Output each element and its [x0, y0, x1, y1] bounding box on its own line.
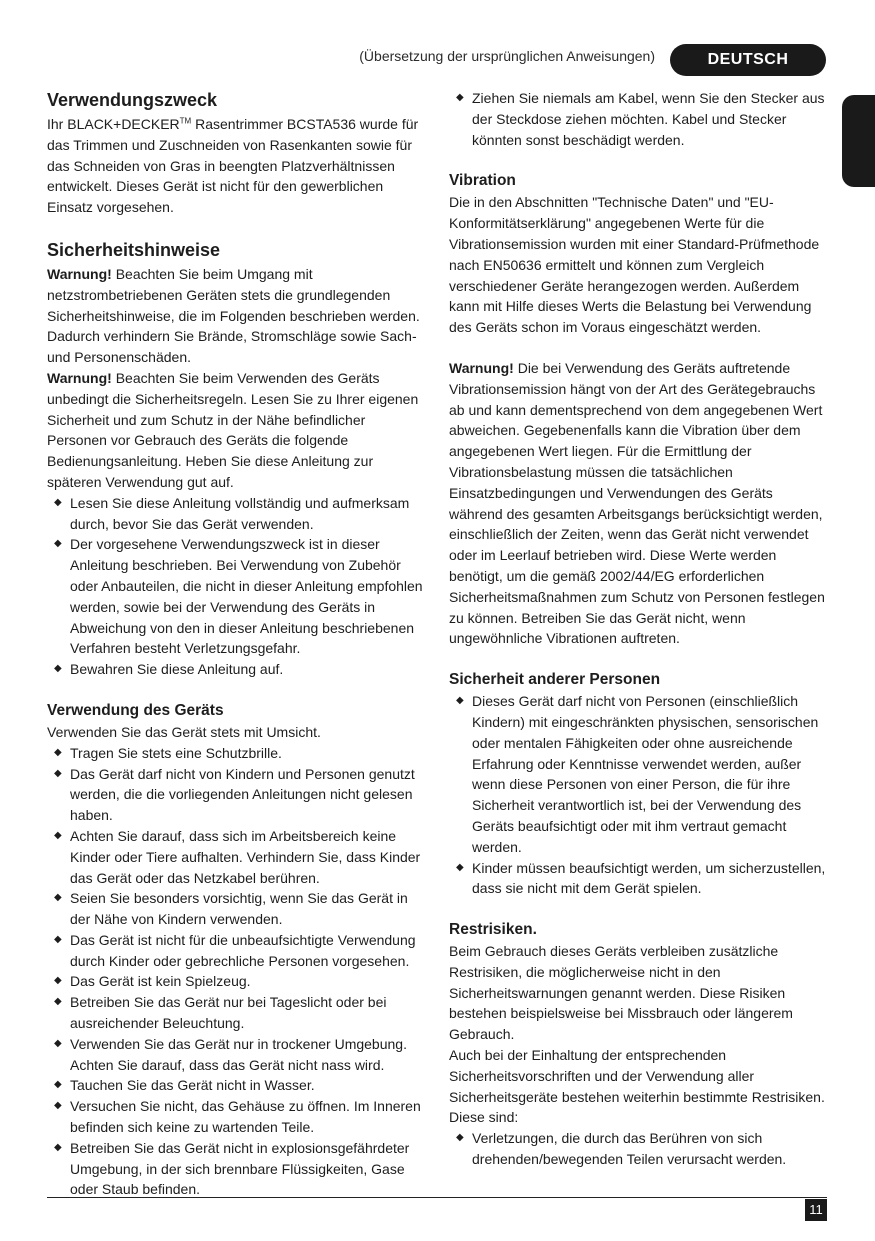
heading-others-safety: Sicherheit anderer Personen	[449, 671, 661, 689]
section-usage	[47, 700, 427, 1200]
list-item: ◆ Kinder müssen beaufsichtigt werden, um sicherzustellen, dass sie nicht mit dem Gerät spielen.	[456, 859, 826, 897]
list-item: ◆ Ziehen Sie niemals am Kabel, wenn Sie den Stecker aus der Steckdose ziehen möchten. Kabel und Stecker könnten sonst beschädigt werden.	[456, 90, 825, 148]
diamond-bullet-icon: ◆	[54, 996, 62, 1008]
list-item: ◆ Betreiben Sie das Gerät nicht in explosionsgefährdeter Umgebung, in der sich brennbare Flüssigkeiten, Gase oder Staub befinden.	[54, 1139, 410, 1198]
intended-use-text-b: Rasentrimmer BCSTA536 wurde für das Trimmen und Zuschneiden von Rasenkanten sowie für das Schneiden von Gras in beengten Platzverhältnissen entwickelt. Dieses Gerät ist nicht für den gewerblichen Einsatz vorgesehen.	[47, 116, 419, 216]
list-item: ◆ Lesen Sie diese Anleitung vollständig und aufmerksam durch, bevor Sie das Gerät verwenden.	[54, 494, 410, 532]
list-item: ◆ Verwenden Sie das Gerät nur in trockener Umgebung. Achten Sie darauf, dass das Gerät nicht nass wird.	[54, 1035, 407, 1073]
diamond-bullet-icon: ◆	[54, 496, 62, 508]
diamond-bullet-icon: ◆	[54, 1141, 62, 1153]
safety-warning-2	[47, 368, 427, 493]
diamond-bullet-icon: ◆	[54, 1037, 62, 1049]
right-column	[449, 88, 829, 1170]
diamond-bullet-icon: ◆	[54, 933, 62, 945]
trademark-mark: TM	[179, 116, 192, 126]
vibration-warning	[449, 358, 829, 649]
list-item: ◆ Das Gerät darf nicht von Kindern und Personen genutzt werden, die die vorliegenden Anleitungen nicht gelesen haben.	[54, 765, 415, 824]
warning-label: Warnung!	[47, 369, 112, 386]
safety-warning-1	[47, 264, 427, 368]
left-column	[47, 88, 427, 1200]
list-item: ◆ Tauchen Sie das Gerät nicht in Wasser.	[47, 1075, 427, 1096]
cable-list	[449, 88, 829, 150]
list-item: ◆ Bewahren Sie diese Anleitung auf.	[47, 659, 427, 680]
diamond-bullet-icon: ◆	[54, 892, 62, 904]
diamond-bullet-icon: ◆	[54, 746, 62, 758]
diamond-bullet-icon: ◆	[456, 695, 464, 707]
intended-use-text-a: Ihr BLACK+DECKER	[47, 116, 180, 132]
list-item: ◆ Dieses Gerät darf nicht von Personen (einschließlich Kindern) mit eingeschränkten physischen, sensorischen oder mentalen Fähigkeiten oder ohne ausreichende Erfahrung oder Kenntnisse verwendet werden, außer wenn diese Personen von einer Person, die für ihre Sicherheit verantwortlich ist, bei der Verwendung des Geräts beaufsichtigt oder mit ihm vertraut gemacht werden.	[456, 693, 819, 855]
section-vibration	[449, 170, 829, 649]
diamond-bullet-icon: ◆	[54, 1079, 62, 1091]
residual-text-1: Beim Gebrauch dieses Geräts verbleiben zusätzliche Restrisiken, die möglicherweise nicht in den Sicherheitswarnungen genannt werden. Diese Risiken bestehen beispielsweise bei Missbrauch oder längerem Gebrauch.	[449, 943, 793, 1043]
section-intended-use	[47, 88, 427, 218]
list-item: ◆ Verletzungen, die durch das Berühren von sich drehenden/bewegenden Teilen verursacht werden.	[456, 1130, 787, 1168]
footer-rule	[47, 1197, 827, 1198]
section-others-safety	[449, 669, 829, 899]
heading-intended-use: Verwendungszweck	[47, 90, 218, 110]
diamond-bullet-icon: ◆	[54, 975, 62, 987]
heading-usage: Verwendung des Geräts	[47, 701, 224, 719]
warning-label: Warnung!	[47, 265, 112, 282]
header-subtitle: (Übersetzung der ursprünglichen Anweisungen)	[359, 48, 655, 64]
warning-label: Warnung!	[449, 359, 514, 376]
diamond-bullet-icon: ◆	[54, 1100, 62, 1112]
diamond-bullet-icon: ◆	[54, 663, 62, 675]
diamond-bullet-icon: ◆	[456, 92, 464, 103]
diamond-bullet-icon: ◆	[54, 538, 62, 550]
diamond-bullet-icon: ◆	[54, 767, 62, 779]
usage-list	[47, 743, 427, 1201]
intended-use-text	[47, 114, 427, 218]
safety-list	[47, 493, 427, 680]
heading-vibration: Vibration	[449, 172, 516, 190]
heading-residual-risks: Restrisiken.	[449, 921, 537, 939]
page-number: 11	[805, 1199, 827, 1221]
list-item: ◆ Das Gerät ist kein Spielzeug.	[47, 971, 427, 992]
language-badge: DEUTSCH	[670, 44, 826, 76]
list-item: ◆ Das Gerät ist nicht für die unbeaufsichtigte Verwendung durch Kinder oder gebrechliche Personen vorgesehen.	[54, 931, 416, 969]
section-safety	[47, 238, 427, 680]
list-item: ◆ Versuchen Sie nicht, das Gehäuse zu öffnen. Im Inneren befinden sich keine zu wartenden Teile.	[54, 1098, 421, 1136]
diamond-bullet-icon: ◆	[456, 1132, 464, 1144]
residual-list	[449, 1128, 829, 1170]
list-item: ◆ Betreiben Sie das Gerät nur bei Tageslicht oder bei ausreichender Beleuchtung.	[54, 994, 387, 1032]
section-residual-risks	[449, 919, 829, 1170]
list-item: ◆ Achten Sie darauf, dass sich im Arbeitsbereich keine Kinder oder Tiere aufhalten. Verhindern Sie, dass Kinder das Gerät oder das Netzkabel berühren.	[54, 827, 421, 886]
list-item: ◆ Tragen Sie stets eine Schutzbrille.	[47, 743, 427, 764]
vibration-text: Die in den Abschnitten "Technische Daten" und "EU-Konformitätserklärung" angegebenen Werte für die Vibrationsemission wurden mit einer Standard-Prüfmethode nach EN50636 ermittelt und können zum Vergleich verschiedener Geräte herangezogen werden. Außerdem kann mit Hilfe dieses Werts die Belastung bei Verwendung des Geräts schon im Voraus eingeschätzt werden.	[449, 194, 820, 336]
heading-safety: Sicherheitshinweise	[47, 239, 221, 260]
warning-text: Beachten Sie beim Verwenden des Geräts unbedingt die Sicherheitsregeln. Lesen Sie zu Ihrer eigenen Sicherheit und zum Schutz in der Nähe befindlicher Personen vor Gebrauch des Geräts die folgende Bedienungsanleitung. Heben Sie diese Anleitung zur späteren Verwendung gut auf.	[47, 369, 419, 490]
usage-intro: Verwenden Sie das Gerät stets mit Umsicht.	[47, 723, 321, 740]
edge-tab-marker	[842, 95, 875, 187]
list-item: ◆ Seien Sie besonders vorsichtig, wenn Sie das Gerät in der Nähe von Kindern verwenden.	[54, 890, 408, 928]
others-list	[449, 691, 829, 899]
warning-text: Die bei Verwendung des Geräts auftretende Vibrationsemission hängt von der Art des Gerätegebrauchs ab und kann dementsprechend von dem angegebenen Wert abweichen. Gegebenenfalls kann die Vibration über dem angegebenen Wert liegen. Für die Ermittlung der Vibrationsbelastung müssen die tatsächlichen Einsatzbedingungen und Verwendungen des Geräts während des gesamten Arbeitsgangs berücksichtigt werden, einschließlich der Zeiten, wenn das Gerät nicht verwendet oder im Leerlauf betrieben wird. Diese Werte werden benötigt, um die gemäß 2002/44/EG erforderlichen Sicherheitsmaßnahmen zum Schutz von Personen festlegen zu können. Betreiben Sie das Gerät nicht, wenn ungewöhnliche Vibrationen auftreten.	[449, 359, 825, 647]
list-item: ◆ Der vorgesehene Verwendungszweck ist in dieser Anleitung beschrieben. Bei Verwendung von Zubehör oder Anbauteilen, die nicht in dieser Anleitung empfohlen werden, sowie bei der Verwendung des Geräts in Abweichung von den in dieser Anleitung beschriebenen Verfahren besteht Verletzungsgefahr.	[54, 536, 423, 657]
diamond-bullet-icon: ◆	[54, 829, 62, 841]
residual-text-2: Auch bei der Einhaltung der entsprechenden Sicherheitsvorschriften und der Verwendung aller Sicherheitsgeräte bestehen weiterhin bestimmte Restrisiken. Diese sind:	[449, 1047, 825, 1126]
warning-text: Beachten Sie beim Umgang mit netzstrombetriebenen Geräten stets die grundlegenden Sicherheitshinweise, die im Folgenden beschrieben werden. Dadurch verhindern Sie Brände, Stromschläge sowie Sach- und Personenschäden.	[47, 265, 420, 366]
diamond-bullet-icon: ◆	[456, 861, 464, 873]
